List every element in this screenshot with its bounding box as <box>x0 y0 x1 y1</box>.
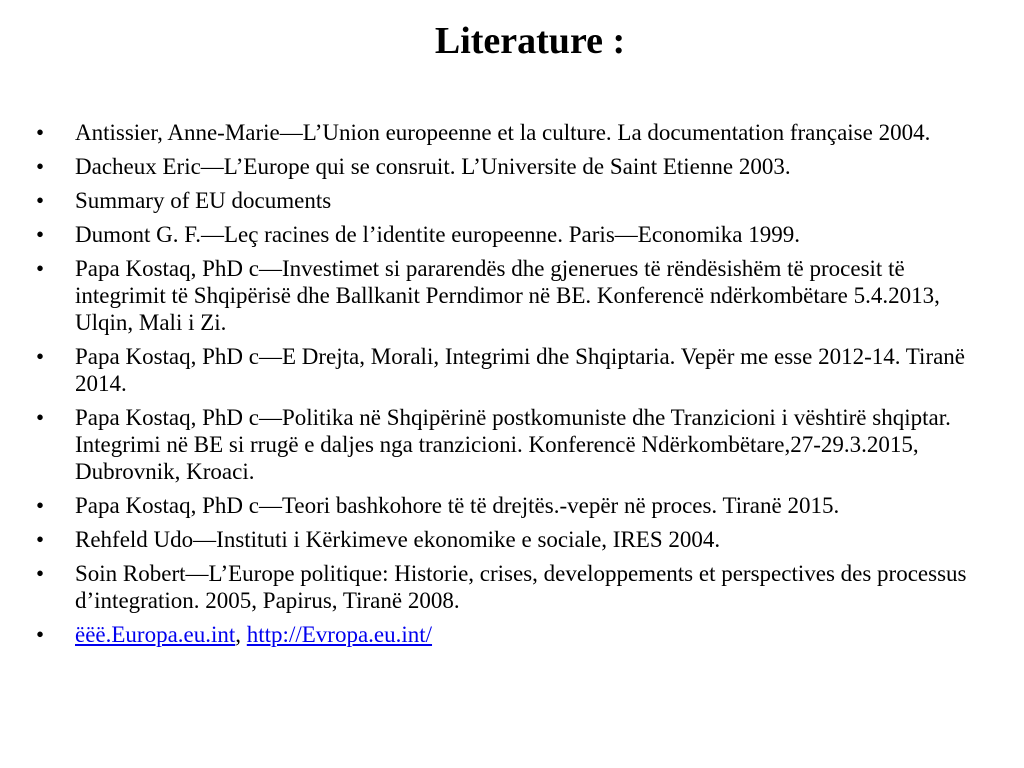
list-item <box>36 153 986 180</box>
list-item <box>36 119 986 146</box>
list-item <box>36 560 986 614</box>
bullet-icon: • <box>36 154 45 179</box>
europa-link[interactable]: ëëë.Europa.eu.int <box>75 622 236 647</box>
reference-text: Papa Kostaq, PhD c—Investimet si pararendës dhe gjenerues të rëndësishëm të procesit të integrimit të Shqipërisë dhe Ballkanit Perndimor në BE. Konferencë ndërkombëtare 5.4.2013, Ulqin, Mali i Zi. <box>75 256 940 335</box>
evropa-link[interactable]: http://Evropa.eu.int/ <box>246 622 433 647</box>
bullet-icon: • <box>36 344 45 369</box>
bullet-icon: • <box>36 256 45 281</box>
links-line <box>75 622 432 647</box>
bullet-icon: • <box>36 561 45 586</box>
list-item <box>36 621 986 648</box>
reference-text: Dumont G. F.—Leç racines de l’identite europeenne. Paris—Economika 1999. <box>75 222 801 247</box>
bullet-icon: • <box>36 120 45 145</box>
list-item <box>36 404 986 485</box>
bullet-icon: • <box>36 493 45 518</box>
reference-text: Rehfeld Udo—Instituti i Kërkimeve ekonomike e sociale, IRES 2004. <box>75 527 721 552</box>
list-item <box>36 526 986 553</box>
reference-list <box>36 119 986 655</box>
reference-text: Papa Kostaq, PhD c—Politika në Shqipërinë postkomuniste dhe Tranzicioni i vështirë shqiptar. Integrimi në BE si rrugë e daljes nga tranzicioni. Konferencë Ndërkombëtare,27-29.3.2015, Dubrovnik, Kroaci. <box>75 405 951 484</box>
reference-text: Dacheux Eric—L’Europe qui se consruit. L’Universite de Saint Etienne 2003. <box>75 154 791 179</box>
reference-text: Papa Kostaq, PhD c—E Drejta, Morali, Integrimi dhe Shqiptaria. Vepër me esse 2012-14. Tiranë 2014. <box>75 344 966 396</box>
list-item <box>36 343 986 397</box>
reference-text: Papa Kostaq, PhD c—Teori bashkohore të të drejtës.-vepër në proces. Tiranë 2015. <box>75 493 840 518</box>
bullet-icon: • <box>36 222 45 247</box>
list-item <box>36 492 986 519</box>
link-separator: , <box>235 622 247 647</box>
list-item <box>36 255 986 336</box>
reference-text: Antissier, Anne-Marie—L’Union europeenne et la culture. La documentation française 2004. <box>75 120 931 145</box>
bullet-icon: • <box>36 405 45 430</box>
reference-text: Soin Robert—L’Europe politique: Historie, crises, developpements et perspectives des processus d’integration. 2005, Papirus, Tiranë 2008. <box>75 561 967 613</box>
list-item <box>36 221 986 248</box>
slide-title: Literature : <box>434 20 626 62</box>
bullet-icon: • <box>36 622 45 647</box>
list-item <box>36 187 986 214</box>
bullet-icon: • <box>36 188 45 213</box>
reference-text: Summary of EU documents <box>75 188 332 213</box>
bullet-icon: • <box>36 527 45 552</box>
